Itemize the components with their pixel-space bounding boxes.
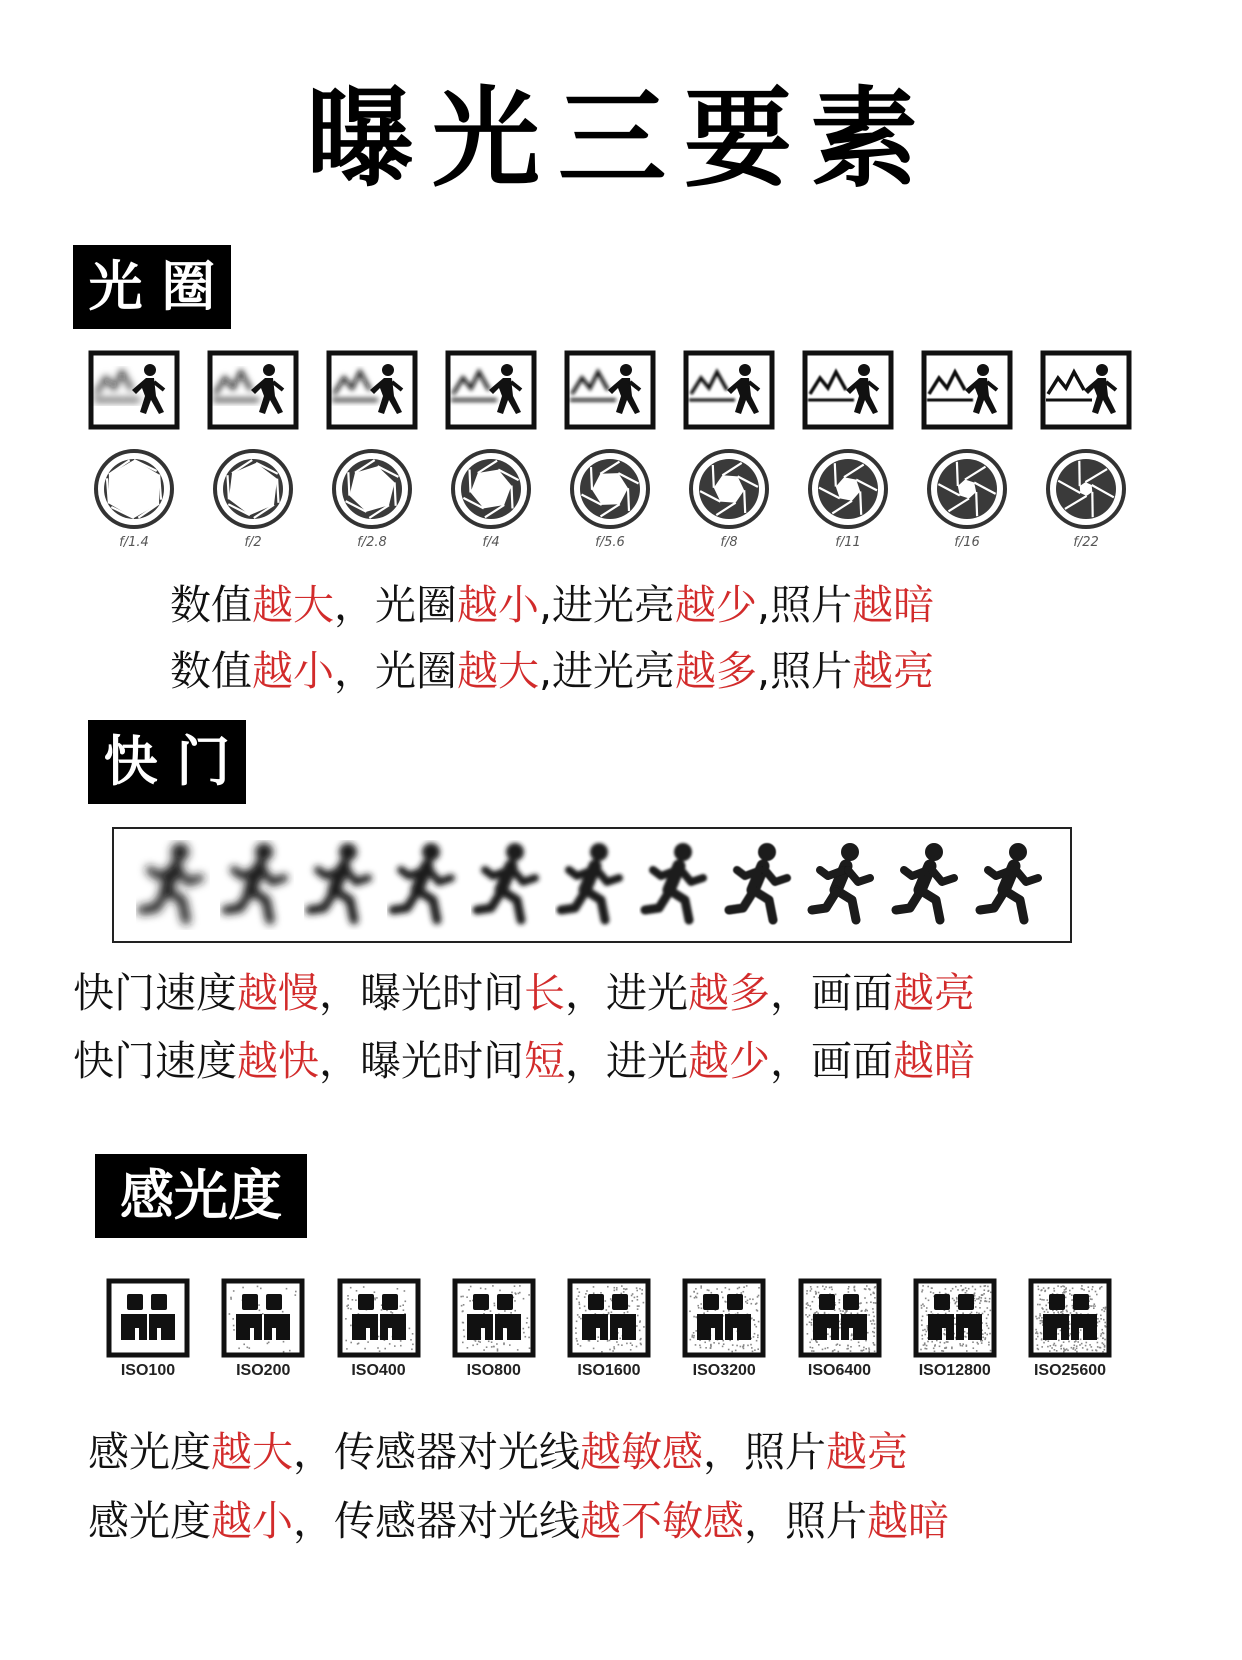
iso-icon-cell xyxy=(452,1278,536,1380)
iso-value-label: ISO3200 xyxy=(692,1362,756,1379)
text-segment: ，画面 xyxy=(770,1037,893,1085)
highlight-segment: 越慢 xyxy=(237,969,319,1017)
aperture-blades-icon xyxy=(445,447,537,531)
highlight-segment: 短 xyxy=(524,1037,565,1085)
landscape-walker-icon xyxy=(683,350,775,430)
text-segment: ，照片 xyxy=(744,1497,867,1545)
scene-icon-cell xyxy=(921,350,1013,430)
people-noise-icon xyxy=(221,1278,305,1358)
text-segment: ,进光亮 xyxy=(539,581,676,629)
people-noise-icon xyxy=(106,1278,190,1358)
iso-value-label: ISO100 xyxy=(120,1362,176,1379)
text-segment: ,进光亮 xyxy=(539,647,676,695)
landscape-walker-icon xyxy=(921,350,1013,430)
shutter-line-1 xyxy=(73,969,975,1017)
running-man-icon xyxy=(639,840,713,930)
people-noise-icon xyxy=(1028,1278,1112,1358)
iso-value-label: ISO12800 xyxy=(918,1362,991,1379)
scene-icon-cell xyxy=(88,350,180,430)
aperture-blades-icon xyxy=(564,447,656,531)
iso-icon-cell xyxy=(913,1278,997,1380)
aperture-cell xyxy=(88,447,180,550)
text-segment: ，光圈 xyxy=(334,581,457,629)
page-title: 曝光三要素 xyxy=(305,77,936,202)
people-noise-icon xyxy=(337,1278,421,1358)
aperture-cell xyxy=(445,447,537,550)
text-segment: ，曝光时间 xyxy=(319,969,524,1017)
highlight-segment: 越快 xyxy=(237,1037,319,1085)
highlight-segment: 越暗 xyxy=(867,1497,949,1545)
iso-line-1 xyxy=(88,1428,908,1476)
highlight-segment: 越小 xyxy=(252,647,334,695)
text-segment: ，传感器对光线 xyxy=(293,1428,580,1476)
running-man-icon xyxy=(304,840,378,930)
landscape-walker-icon xyxy=(1040,350,1132,430)
f-stop-label: f/16 xyxy=(954,535,980,550)
landscape-walker-icon xyxy=(564,350,656,430)
running-man-icon xyxy=(220,840,294,930)
scene-icon-cell xyxy=(207,350,299,430)
aperture-label: 光 圈 xyxy=(73,245,231,329)
people-noise-icon xyxy=(798,1278,882,1358)
running-man-icon xyxy=(723,840,797,930)
f-stop-label: f/5.6 xyxy=(595,535,625,550)
text-segment: ，进光 xyxy=(565,1037,688,1085)
f-stop-label: f/2 xyxy=(244,535,262,550)
shutter-line-2 xyxy=(73,1037,975,1085)
text-segment: ,照片 xyxy=(757,647,853,695)
aperture-blade-row xyxy=(88,447,1132,550)
text-segment: ，照片 xyxy=(703,1428,826,1476)
aperture-scene-row xyxy=(88,350,1132,430)
iso-value-label: ISO1600 xyxy=(577,1362,641,1379)
aperture-cell xyxy=(564,447,656,550)
f-stop-label: f/11 xyxy=(835,535,861,550)
highlight-segment: 越亮 xyxy=(826,1428,908,1476)
aperture-blades-icon xyxy=(921,447,1013,531)
iso-icon-cell xyxy=(567,1278,651,1380)
aperture-cell xyxy=(683,447,775,550)
highlight-segment: 越大 xyxy=(211,1428,293,1476)
f-stop-label: f/8 xyxy=(720,535,738,550)
aperture-line-1 xyxy=(170,581,935,629)
running-man-icon xyxy=(387,840,461,930)
landscape-walker-icon xyxy=(802,350,894,430)
aperture-blades-icon xyxy=(88,447,180,531)
scene-icon-cell xyxy=(802,350,894,430)
iso-icon-cell xyxy=(221,1278,305,1380)
running-man-icon xyxy=(890,840,964,930)
iso-value-label: ISO200 xyxy=(236,1362,291,1379)
text-segment: 快门速度 xyxy=(73,969,237,1017)
landscape-walker-icon xyxy=(207,350,299,430)
scene-icon-cell xyxy=(326,350,418,430)
aperture-cell xyxy=(921,447,1013,550)
highlight-segment: 越多 xyxy=(688,969,770,1017)
running-man-icon xyxy=(471,840,545,930)
f-stop-label: f/2.8 xyxy=(357,535,387,550)
text-segment: 数值 xyxy=(170,581,252,629)
text-segment: ，曝光时间 xyxy=(319,1037,524,1085)
scene-icon-cell xyxy=(683,350,775,430)
f-stop-label: f/4 xyxy=(482,535,500,550)
aperture-line-2 xyxy=(170,647,935,695)
f-stop-label: f/22 xyxy=(1073,535,1099,550)
f-stop-label: f/1.4 xyxy=(119,535,149,550)
landscape-walker-icon xyxy=(88,350,180,430)
iso-value-label: ISO6400 xyxy=(807,1362,872,1379)
running-man-icon xyxy=(806,840,880,930)
aperture-blades-icon xyxy=(207,447,299,531)
iso-icon-cell xyxy=(798,1278,882,1380)
aperture-blades-icon xyxy=(1040,447,1132,531)
scene-icon-cell xyxy=(445,350,537,430)
text-segment: 感光度 xyxy=(88,1497,211,1545)
highlight-segment: 越大 xyxy=(457,647,539,695)
iso-label: 感光度 xyxy=(95,1154,307,1238)
people-noise-icon xyxy=(913,1278,997,1358)
aperture-blades-icon xyxy=(802,447,894,531)
text-segment: 数值 xyxy=(170,647,252,695)
text-segment: ,照片 xyxy=(757,581,853,629)
highlight-segment: 越暗 xyxy=(852,581,935,629)
text-segment: 快门速度 xyxy=(73,1037,237,1085)
highlight-segment: 越亮 xyxy=(852,647,935,695)
iso-icon-cell xyxy=(106,1278,190,1380)
iso-value-label: ISO400 xyxy=(351,1362,406,1379)
landscape-walker-icon xyxy=(326,350,418,430)
highlight-segment: 越少 xyxy=(675,581,758,629)
highlight-segment: 长 xyxy=(524,969,565,1017)
highlight-segment: 越敏感 xyxy=(580,1428,703,1476)
aperture-blades-icon xyxy=(683,447,775,531)
people-noise-icon xyxy=(567,1278,651,1358)
scene-icon-cell xyxy=(564,350,656,430)
highlight-segment: 越暗 xyxy=(893,1037,975,1085)
landscape-walker-icon xyxy=(445,350,537,430)
aperture-cell xyxy=(207,447,299,550)
aperture-blades-icon xyxy=(326,447,418,531)
highlight-segment: 越大 xyxy=(252,581,334,629)
running-man-icon xyxy=(974,840,1048,930)
iso-icon-cell xyxy=(1028,1278,1112,1380)
shutter-runner-strip xyxy=(112,827,1072,943)
highlight-segment: 越小 xyxy=(457,581,539,629)
text-segment: ，进光 xyxy=(565,969,688,1017)
aperture-cell xyxy=(1040,447,1132,550)
aperture-cell xyxy=(326,447,418,550)
iso-value-label: ISO800 xyxy=(466,1362,521,1379)
running-man-icon xyxy=(136,840,210,930)
text-segment: 感光度 xyxy=(88,1428,211,1476)
highlight-segment: 越小 xyxy=(211,1497,293,1545)
highlight-segment: 越多 xyxy=(675,647,758,695)
people-noise-icon xyxy=(682,1278,766,1358)
iso-icon-cell xyxy=(682,1278,766,1380)
iso-icon-cell xyxy=(337,1278,421,1380)
text-segment: ，传感器对光线 xyxy=(293,1497,580,1545)
highlight-segment: 越亮 xyxy=(893,969,975,1017)
iso-value-label: ISO25600 xyxy=(1033,1362,1107,1379)
people-noise-icon xyxy=(452,1278,536,1358)
aperture-cell xyxy=(802,447,894,550)
iso-line-2 xyxy=(88,1497,949,1545)
text-segment: ，画面 xyxy=(770,969,893,1017)
iso-icon-row xyxy=(106,1278,1112,1380)
shutter-label: 快 门 xyxy=(88,720,246,804)
scene-icon-cell xyxy=(1040,350,1132,430)
highlight-segment: 越少 xyxy=(688,1037,770,1085)
text-segment: ，光圈 xyxy=(334,647,457,695)
highlight-segment: 越不敏感 xyxy=(580,1497,744,1545)
running-man-icon xyxy=(555,840,629,930)
